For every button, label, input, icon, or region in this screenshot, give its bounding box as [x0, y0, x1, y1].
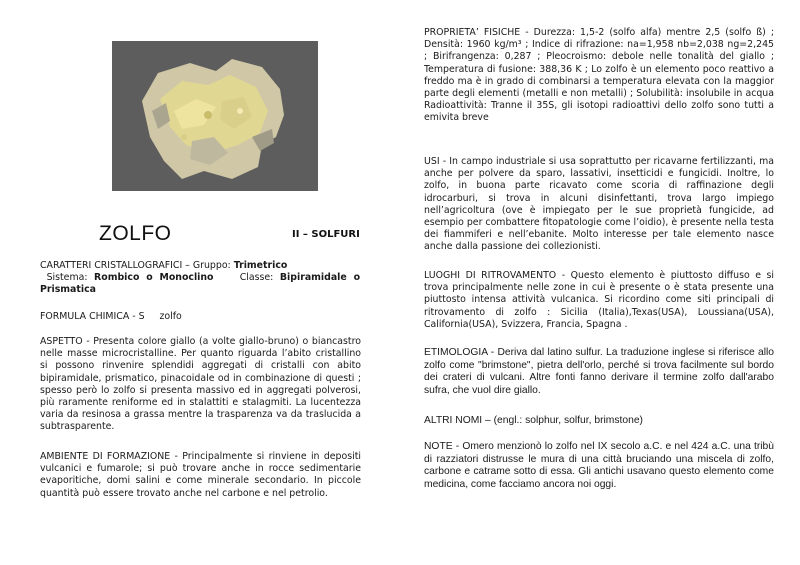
gruppo-value: Trimetrico: [233, 260, 288, 271]
altri-nomi-paragraph: ALTRI NOMI – (engl.: solphur, solfur, brimstone): [424, 415, 643, 426]
caratteri-label: CARATTERI CRISTALLOGRAFICI – Gruppo:: [40, 260, 231, 271]
formula-chimica: [40, 311, 360, 323]
mineral-title: ZOLFO: [99, 222, 172, 245]
proprieta-paragraph: PROPRIETA’ FISICHE - Durezza: 1,5-2 (solfo alfa) mentre 2,5 (solfo ß) ; Densità: 1960 kg/m³ ; Indice di rifrazione: na=1,958 nb=2,038 ng=2,245 ; Birifrangenza: 0,287 ; Pleocroismo: debole nelle tonalità del giallo ; Temperatura di fusione: 388,36 K ; Lo zolfo è un elemento poco reattivo a freddo ma è in grado di combinarsi a temperatura elevata con la maggior parte degli elementi (metalli e non metalli) ; Solubilità: insolubile in acqua Radioattività: Tranne il 35S, gli isotopi radioattivi dello zolfo sono tutti a emivita breve: [424, 27, 774, 124]
mineral-class: II – SOLFURI: [292, 229, 360, 240]
sistema-value: Rombico o Monoclino: [94, 272, 214, 284]
sulfur-specimen-image: [112, 41, 318, 191]
formula-value: zolfo: [159, 311, 182, 322]
sistema-label: Sistema:: [46, 272, 88, 284]
usi-paragraph: USI - In campo industriale si usa soprattutto per ricavarne fertilizzanti, ma anche per polvere da sparo, lassativi, insetticidi e fungicidi. Inoltre, lo zolfo, in buona parte ricavato come scoria di raffinazione degli idrocarburi, si trova in alcuni disinfettanti, trova largo impiego nell’agricoltura (ove è impiegato per le sue proprietà fungicide, ad esempio per combattere fitopatologie come l’oidio), è presente nella testa dei fiammiferi e nell’ebanite. Molto interesse per tale elemento nasce anche dalla passione dei collezionisti.: [424, 156, 774, 253]
luoghi-paragraph: LUOGHI DI RITROVAMENTO - Questo elemento è piuttosto diffuso e si trova principalmente nelle zone in cui è presente o è stata presente una piuttosto intensa attività vulcanica. Si ricordino come siti principali di ritrovamento di zolfo : Sicilia (Italia),Texas(USA), Loussiana(USA), California(USA), Svizzera, Francia, Spagna .: [424, 270, 774, 330]
aspetto-paragraph: ASPETTO - Presenta colore giallo (a volte giallo-bruno) o biancastro nelle masse microcristalline. Per quanto riguarda l’abito cristallino si possono rinvenire splendidi aggregati di cristalli con abito bipiramidale, prismatico, pinacoidale od in combinazione di questi ; spesso però lo zolfo si presenta massivo ed in aggregati polverosi, più raramente reniforme ed in stalattiti e stalagmiti. La lucentezza varia da resinosa a grassa mentre la trasparenza va da traslucida a subtrasparente.: [40, 336, 361, 433]
classe-value: Bipiramidale o Prismatica: [40, 272, 361, 296]
note-paragraph: NOTE - Omero menzionò lo zolfo nel IX secolo a.C. e nel 424 a.C. una tribù di razziatori distrusse le mura di una città bruciando una miscela di zolfo, carbone e catrame sotto di essa. Gli antichi usavano questo elemento come medicina, come facciamo ancora noi oggi.: [424, 441, 774, 490]
etimologia-paragraph: ETIMOLOGIA - Deriva dal latino sulfur. La traduzione inglese si riferisce allo zolfo come "brimstone", pietra dell'orlo, perché si trova facilmente sul bordo dei crateri di vulcani. Altre fonti fanno derivare il termine zolfo dall'arabo sufra, che vuol dire giallo.: [424, 347, 774, 396]
caratteri-cristallografici: [40, 260, 360, 297]
classe-label: Classe:: [239, 272, 274, 284]
formula-label: FORMULA CHIMICA - S: [40, 311, 145, 322]
ambiente-paragraph: AMBIENTE DI FORMAZIONE - Principalmente si rinviene in depositi vulcanici e fumarole; si può trovare anche in rocce sedimentarie evaporitiche, domi salini e come minerale secondario. In piccole quantità può essere trovato anche nel carbone e nel petrolio.: [40, 451, 361, 499]
mineral-photo: [112, 41, 318, 191]
